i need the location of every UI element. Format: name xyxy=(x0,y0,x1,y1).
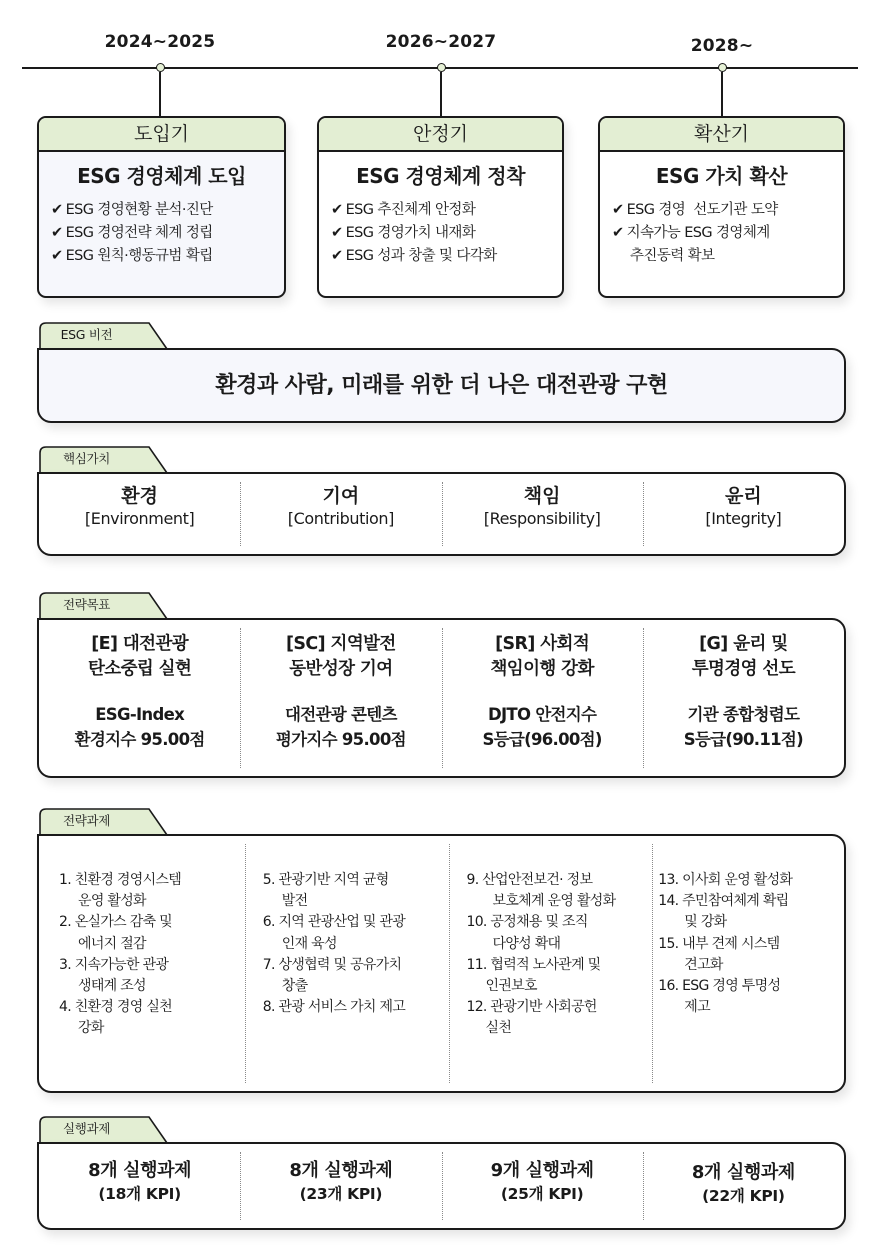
check-icon: ✔ xyxy=(51,225,63,241)
core-value-responsibility: 책임 [Responsibility] xyxy=(442,474,643,554)
vision-statement: 환경과 사람, 미래를 위한 더 나은 대전관광 구현 xyxy=(215,373,668,398)
check-icon: ✔ xyxy=(331,248,343,264)
timeline-node-icon xyxy=(718,63,727,72)
phase-title: ESG 가치 확산 xyxy=(655,164,788,188)
phase-item: ✔ ESG 경영현황 분석·진단 xyxy=(51,202,213,218)
phase-card-stabilization xyxy=(317,116,564,298)
timeline-connector xyxy=(440,72,442,117)
timeline-node-icon xyxy=(437,63,446,72)
section-tab-core-values xyxy=(39,446,169,472)
goal-social-responsibility: [SR] 사회적 책임이행 강화 DJTO 안전지수 S등급(96.00점) xyxy=(442,620,643,776)
check-icon: ✔ xyxy=(331,225,343,241)
action-column-2: 8개 실행과제 (23개 KPI) xyxy=(240,1144,441,1228)
section-tab-action-tasks xyxy=(39,1116,169,1142)
task-item: 10. 공정채용 및 조직 다양성 확대 xyxy=(466,914,588,952)
phase-item-continuation: 추진동력 확보 xyxy=(630,248,715,264)
task-item: 14. 주민참여체계 확립 및 강화 xyxy=(658,893,789,931)
core-value-integrity: 윤리 [Integrity] xyxy=(643,474,844,554)
vision-box xyxy=(37,348,846,423)
phase-item: ✔ ESG 원칙·행동규범 확립 xyxy=(51,248,213,264)
phase-stage-label: 안정기 xyxy=(319,118,562,152)
check-icon: ✔ xyxy=(612,225,624,241)
strategic-goals-box xyxy=(37,618,846,778)
phase-stage-label: 확산기 xyxy=(600,118,843,152)
task-item: 16. ESG 경영 투명성 제고 xyxy=(658,978,781,1016)
phase-stage-label: 도입기 xyxy=(39,118,284,152)
phase-card-introduction xyxy=(37,116,286,298)
task-column-social-contribution xyxy=(245,836,449,1091)
task-item: 8. 관광 서비스 가치 제고 xyxy=(262,999,406,1016)
section-tab-label: 실행과제 xyxy=(62,1121,111,1136)
phase-card-expansion xyxy=(598,116,845,298)
strategic-tasks-box xyxy=(37,834,846,1093)
task-item: 9. 산업안전보건· 정보 보호체계 운영 활성화 xyxy=(466,872,616,910)
section-tab-label: 전략과제 xyxy=(62,813,111,828)
section-tab-label: 전략목표 xyxy=(62,597,111,612)
core-values-box xyxy=(37,472,846,556)
core-value-environment: 환경 [Environment] xyxy=(84,485,195,528)
section-tab-label: 핵심가치 xyxy=(62,451,111,466)
action-column-1: 8개 실행과제 (18개 KPI) xyxy=(88,1160,192,1203)
phase-item: ✔ ESG 경영 선도기관 도약 xyxy=(612,202,778,218)
goal-environment: [E] 대전관광 탄소중립 실현 ESG-Index 환경지수 95.00점 xyxy=(74,634,205,749)
task-item: 7. 상생협력 및 공유가치 창출 xyxy=(262,956,402,995)
goal-governance: [G] 윤리 및 투명경영 선도 기관 종합청렴도 S등급(90.11점) xyxy=(643,620,844,776)
section-tab-strategic-tasks xyxy=(39,808,169,834)
task-item: 11. 협력적 노사관계 및 인권보호 xyxy=(466,956,601,995)
task-item: 6. 지역 관광산업 및 관광 인재 육성 xyxy=(262,914,406,952)
core-value-contribution: 기여 [Contribution] xyxy=(240,474,441,554)
task-item: 12. 관광기반 사회공헌 실천 xyxy=(466,999,597,1037)
section-tab-label: ESG 비전 xyxy=(60,327,113,342)
task-item: 2. 온실가스 감축 및 에너지 절감 xyxy=(59,914,172,952)
task-item: 4. 친환경 경영 실천 강화 xyxy=(59,999,172,1037)
phase-item-list xyxy=(600,199,843,268)
task-column-social-responsibility xyxy=(449,836,653,1091)
phase-item-list xyxy=(319,199,562,268)
phase-item-list xyxy=(39,199,284,268)
action-column-3: 9개 실행과제 (25개 KPI) xyxy=(442,1144,643,1228)
action-column-4: 8개 실행과제 (22개 KPI) xyxy=(643,1144,844,1228)
timeline-connector xyxy=(159,72,161,117)
phase-item: ✔ ESG 경영전략 체계 정립 xyxy=(51,225,213,241)
task-item: 3. 지속가능한 관광 생태계 조성 xyxy=(59,956,169,995)
task-column-governance xyxy=(652,836,844,1091)
goal-social-contribution: [SC] 지역발전 동반성장 기여 대전관광 콘텐츠 평가지수 95.00점 xyxy=(240,620,441,776)
check-icon: ✔ xyxy=(331,202,343,218)
phase-item: ✔ ESG 경영가치 내재화 xyxy=(331,225,476,241)
timeline-node-icon xyxy=(156,63,165,72)
check-icon: ✔ xyxy=(51,202,63,218)
section-tab-vision xyxy=(39,322,169,348)
timeline-year-1: 2024~2025 xyxy=(104,32,216,52)
timeline-year-3: 2028~ xyxy=(690,36,754,56)
phase-item: ✔ 지속가능 ESG 경영체계 xyxy=(612,225,770,241)
check-icon: ✔ xyxy=(612,202,624,218)
task-item: 15. 내부 견제 시스템 견고화 xyxy=(658,935,780,973)
phase-title: ESG 경영체계 정착 xyxy=(356,164,525,188)
action-tasks-box xyxy=(37,1142,846,1230)
section-tab-strategic-goals xyxy=(39,592,169,618)
task-item: 1. 친환경 경영시스템 운영 활성화 xyxy=(59,872,182,910)
task-item: 5. 관광기반 지역 균형 발전 xyxy=(262,872,389,910)
task-column-environment xyxy=(39,836,245,1091)
phase-item: ✔ ESG 성과 창출 및 다각화 xyxy=(331,248,497,264)
check-icon: ✔ xyxy=(51,248,63,264)
timeline-year-2: 2026~2027 xyxy=(385,32,497,52)
phase-item: ✔ ESG 추진체계 안정화 xyxy=(331,202,476,218)
phase-title: ESG 경영체계 도입 xyxy=(77,164,246,188)
timeline-connector xyxy=(721,72,723,117)
task-item: 13. 이사회 운영 활성화 xyxy=(658,872,793,888)
